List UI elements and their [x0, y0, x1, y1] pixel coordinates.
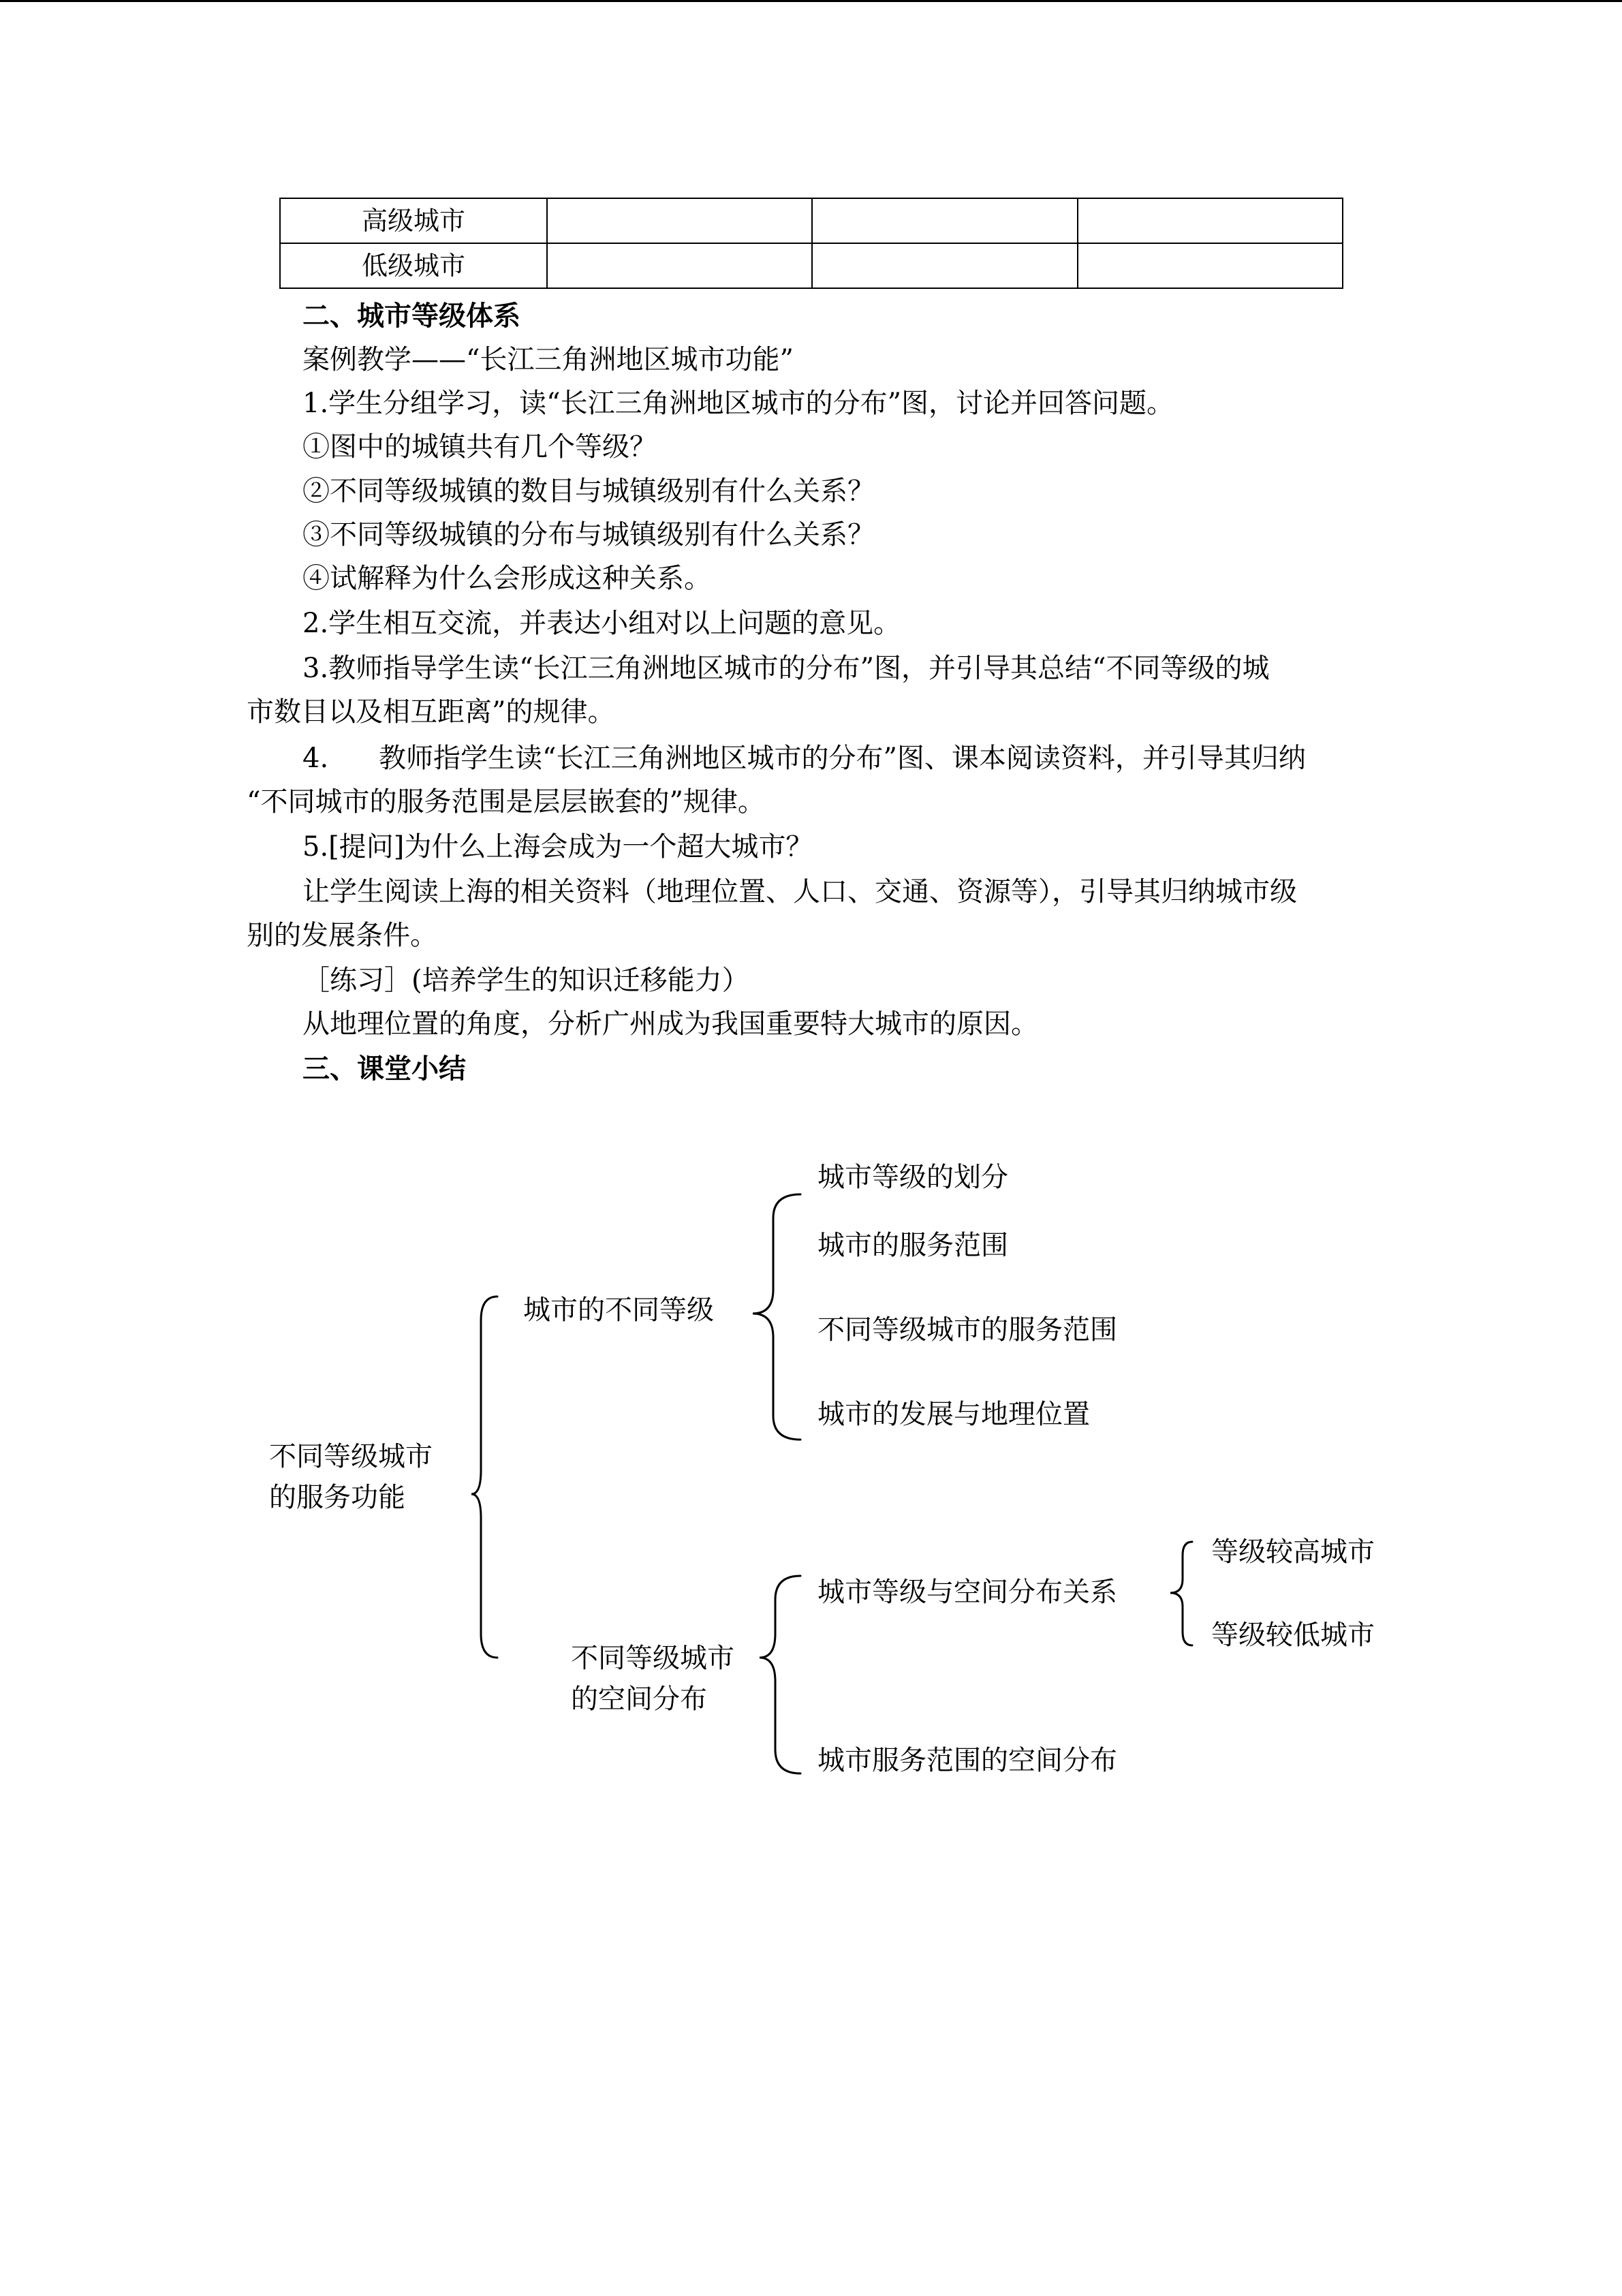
brace-branch1 — [753, 1194, 800, 1440]
question-3: ③不同等级城镇的分布与城镇级别有什么关系？ — [302, 519, 875, 550]
mindmap-branch1-item: 不同等级城市的服务范围 — [817, 1314, 1117, 1346]
mindmap-sub1-item: 等级较高城市 — [1211, 1536, 1375, 1568]
step-4-line2: “不同城市的服务范围是层层嵌套的”规律。 — [247, 786, 765, 818]
brace-root — [471, 1297, 497, 1658]
mindmap-branch2-label-line2: 的空间分布 — [571, 1684, 707, 1715]
step-3-line1: 3.教师指导学生读“长江三角洲地区城市的分布”图，并引导其总结“不同等级的城 — [302, 653, 1270, 684]
table-row-label: 高级城市 — [280, 198, 547, 243]
mindmap-branch1-item: 城市的服务范围 — [817, 1230, 1008, 1261]
step-2: 2.学生相互交流，并表达小组对以上问题的意见。 — [302, 608, 901, 639]
step-4-line1: 教师指学生读“长江三角洲地区城市的分布”图、课本阅读资料，并引导其归纳 — [379, 743, 1306, 774]
step-3-line2: 市数目以及相互距离”的规律。 — [247, 696, 615, 728]
step-5: 5.[提问]为什么上海会成为一个超大城市？ — [302, 831, 813, 863]
question-1: ①图中的城镇共有几个等级？ — [302, 431, 657, 463]
question-2: ②不同等级城镇的数目与城镇级别有什么关系？ — [302, 476, 875, 507]
mindmap-branch1-label: 城市的不同等级 — [523, 1294, 714, 1326]
step-1: 1.学生分组学习，读“长江三角洲地区城市的分布”图，讨论并回答问题。 — [302, 388, 1174, 419]
mindmap-braces — [0, 2, 1622, 2296]
brace-branch2 — [760, 1576, 800, 1773]
section2-heading: 二、城市等级体系 — [302, 300, 520, 332]
table-row-label: 低级城市 — [280, 243, 547, 288]
mindmap-root-line2: 的服务功能 — [269, 1482, 405, 1513]
exercise-label: ［练习］(培养学生的知识迁移能力） — [302, 965, 749, 996]
mindmap-sub1-item: 等级较低城市 — [1211, 1619, 1375, 1651]
mindmap-root-line1: 不同等级城市 — [269, 1441, 433, 1472]
mindmap-branch1-item: 城市等级的划分 — [817, 1162, 1008, 1193]
mindmap-branch1-item: 城市的发展与地理位置 — [817, 1399, 1090, 1430]
section3-heading: 三、课堂小结 — [302, 1053, 466, 1085]
mindmap-branch2-label-line1: 不同等级城市 — [571, 1643, 734, 1674]
exercise-text: 从地理位置的角度，分析广州成为我国重要特大城市的原因。 — [302, 1008, 1038, 1040]
brace-sub1 — [1170, 1542, 1192, 1645]
case-title: 案例教学——“长江三角洲地区城市功能” — [302, 344, 794, 375]
reading-paragraph-line1: 让学生阅读上海的相关资料（地理位置、人口、交通、资源等），引导其归纳城市级 — [302, 876, 1297, 907]
mindmap-sub1-label: 城市等级与空间分布关系 — [817, 1577, 1117, 1608]
mindmap-sub2-label: 城市服务范围的空间分布 — [817, 1745, 1117, 1776]
reading-paragraph-line2: 别的发展条件。 — [247, 920, 437, 951]
question-4: ④试解释为什么会形成这种关系。 — [302, 563, 711, 594]
step-4-number: 4. — [302, 743, 329, 774]
